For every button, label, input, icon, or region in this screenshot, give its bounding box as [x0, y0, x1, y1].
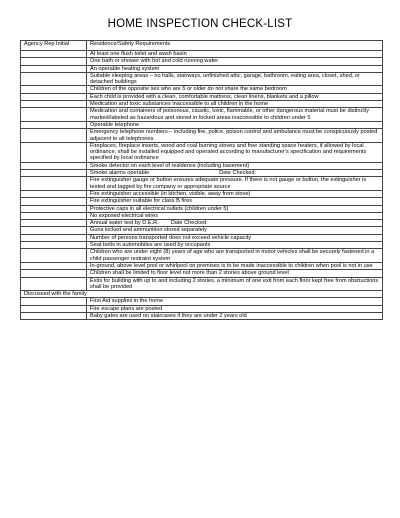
checklist-row: [21, 170, 383, 177]
requirement-text: At least one flush toilet and wash basin: [87, 51, 383, 58]
checklist-row: [21, 277, 383, 291]
initial-cell[interactable]: [21, 277, 87, 291]
requirement-text: Fire extinguisher accessible (in kitchen, visible, away from stove): [87, 190, 383, 197]
initial-cell[interactable]: [21, 212, 87, 219]
initial-cell[interactable]: [21, 298, 87, 305]
initial-cell[interactable]: [21, 270, 87, 277]
requirement-text: Guns locked and ammunition stored separately: [87, 227, 383, 234]
checklist-row: [21, 242, 383, 249]
initial-cell[interactable]: [21, 72, 87, 86]
section-heading: Discussed with the family: [21, 291, 383, 298]
requirement-text: An operable heating system: [87, 65, 383, 72]
checklist-row: [21, 101, 383, 108]
initial-cell[interactable]: [21, 129, 87, 143]
smoke-alarm-row: [87, 170, 383, 177]
initial-cell[interactable]: [21, 305, 87, 312]
initial-cell[interactable]: [21, 51, 87, 58]
checklist-row: [21, 162, 383, 169]
initial-cell[interactable]: [21, 205, 87, 212]
water-test-row: [87, 220, 383, 227]
requirement-text: Baby gates are used on staircases if they are under 2 years old: [87, 312, 383, 319]
checklist-row: [21, 65, 383, 72]
initial-cell[interactable]: [21, 220, 87, 227]
initial-cell[interactable]: [21, 227, 87, 234]
checklist-row: [21, 72, 383, 86]
page-title: HOME INSPECTION CHECK-LIST: [107, 18, 293, 30]
initial-cell[interactable]: [21, 93, 87, 100]
checklist-row: [21, 142, 383, 162]
requirements-header: Residence/Safety Requirements: [87, 41, 383, 51]
initial-cell[interactable]: [21, 249, 87, 263]
initial-cell[interactable]: [21, 142, 87, 162]
initial-cell[interactable]: [21, 242, 87, 249]
requirement-text: Suitable sleeping areas – no halls, stairways, unfinished attic, garage, bathroom, eating area, closet, shed, or detached buildings: [87, 72, 383, 86]
checklist-row: [21, 190, 383, 197]
requirement-text: Seat belts in automobiles are used by occupants: [87, 242, 383, 249]
checklist-row: [21, 227, 383, 234]
requirement-text: Each child is provided with a clean, comfortable mattress, clean linens, blankets and a pillow: [87, 93, 383, 100]
checklist-row: [21, 234, 383, 241]
requirement-text: Emergency telephone numbers – including fire, police, poison control and ambulance must be conspicuously posted adjacent to all telephones: [87, 129, 383, 143]
checklist-row: [21, 177, 383, 191]
smoke-alarm-label: Smoke alarms operable: [90, 170, 150, 177]
checklist-row: [21, 298, 383, 305]
date-checked-label: Date Checked:: [170, 220, 208, 227]
requirement-text: Fire escape plans are posted: [87, 305, 383, 312]
checklist-row: [21, 205, 383, 212]
initial-cell[interactable]: [21, 234, 87, 241]
initial-cell[interactable]: [21, 121, 87, 128]
requirement-text: No exposed electrical wires: [87, 212, 383, 219]
requirement-text: Children of the opposite sex who are 5 or older do not share the same bedroom: [87, 86, 383, 93]
date-checked-label: Date Checked:: [219, 170, 257, 177]
checklist-row: [21, 121, 383, 128]
initial-cell[interactable]: [21, 86, 87, 93]
requirement-text: One bath or shower with hot and cold running water: [87, 58, 383, 65]
water-test-label: Annual water test by D.E.R.: [90, 220, 159, 227]
initial-cell[interactable]: [21, 312, 87, 319]
checklist-row: [21, 198, 383, 205]
requirement-text: Children shall be limited to floor level not more than 2 stories above ground level: [87, 270, 383, 277]
initial-cell[interactable]: [21, 58, 87, 65]
checklist-row: [21, 58, 383, 65]
requirement-text: Fireplaces, fireplace inserts, wood and coal burning stoves and free standing space heaters, if allowed by local ordinance, shall be installed equipped and operated according to manufacturer’s specification and requirements specified by local ordinance: [87, 142, 383, 162]
checklist-row: [21, 262, 383, 269]
checklist-row: [21, 212, 383, 219]
initial-cell[interactable]: [21, 65, 87, 72]
checklist-row: [21, 312, 383, 319]
agency-rep-initial-header: Agency Rep Initial: [21, 41, 87, 51]
initial-cell[interactable]: [21, 198, 87, 205]
checklist-row: [21, 270, 383, 277]
requirement-text: Fire extinguisher gauge or button ensures adequate pressure. If there is not gauge or button, the extinguisher is tested and tagged by fire company or appropriate source: [87, 177, 383, 191]
checklist-row: [21, 249, 383, 263]
requirement-text: Number of persons transported does not exceed vehicle capacity: [87, 234, 383, 241]
checklist-row: [21, 86, 383, 93]
requirement-text: First Aid supplies in the home: [87, 298, 383, 305]
checklist-row: [21, 220, 383, 227]
initial-cell[interactable]: [21, 262, 87, 269]
initial-cell[interactable]: [21, 177, 87, 191]
requirement-text: Operable telephone: [87, 121, 383, 128]
checklist-row: [21, 108, 383, 122]
checklist-row: [21, 51, 383, 58]
checklist-row: [21, 93, 383, 100]
requirement-text: In-ground, above level pool or whirlpool on premises is to be made inaccessible to children when pool is not in use: [87, 262, 383, 269]
requirement-text: Medication and containers of poisonous, caustic, toxic, flammable, or other dangerous material must be distinctly marked/labeled as hazardous and stored in locked areas inaccessible to children under 5: [87, 108, 383, 122]
initial-cell[interactable]: [21, 190, 87, 197]
requirement-text: Children who are under eight (8) years of age who are transported in motor vehicles shall be securely fastened in a child passenger restraint system: [87, 249, 383, 263]
requirement-text: Smoke detector on each level of residence (including basement): [87, 162, 383, 169]
checklist-table: [20, 40, 383, 320]
checklist-row: [21, 305, 383, 312]
section-row: [21, 291, 383, 298]
requirement-text: Medication and toxic substances inaccessible to all children in the home: [87, 101, 383, 108]
requirement-text: Protective caps in all electrical outlets (children under 5): [87, 205, 383, 212]
requirement-text: Exits for building with up to and including 2 stories, a minimum of one exit from each floor kept free from obstructions shall be provided: [87, 277, 383, 291]
initial-cell[interactable]: [21, 101, 87, 108]
initial-cell[interactable]: [21, 162, 87, 169]
checklist-row: [21, 129, 383, 143]
requirement-text: Fire extinguisher suitable for class B fires: [87, 198, 383, 205]
initial-cell[interactable]: [21, 170, 87, 177]
header-row: [21, 41, 383, 51]
initial-cell[interactable]: [21, 108, 87, 122]
